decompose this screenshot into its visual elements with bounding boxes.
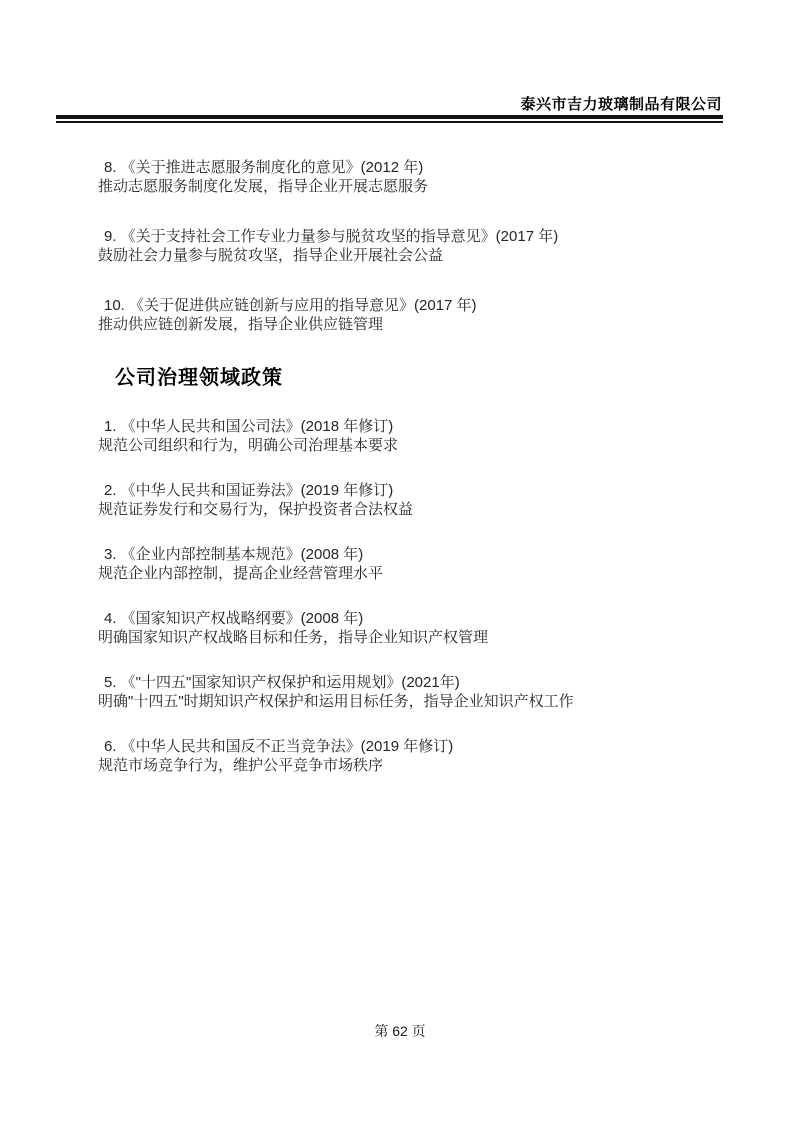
policy-item-title: 4. 《国家知识产权战略纲要》(2008 年) [104, 610, 364, 627]
policy-section-social [98, 158, 720, 334]
policy-item [98, 609, 720, 647]
policy-item-title: 2. 《中华人民共和国证券法》(2019 年修订) [104, 482, 394, 499]
policy-item-title: 10. 《关于促进供应链创新与应用的指导意见》(2017 年) [104, 297, 477, 314]
company-name-header: 泰兴市吉力玻璃制品有限公司 [520, 96, 722, 113]
policy-item-title: 5. 《"十四五"国家知识产权保护和运用规划》(2021年) [104, 674, 460, 691]
policy-item [98, 737, 720, 775]
section-heading-corporate-governance: 公司治理领域政策 [115, 367, 283, 389]
policy-item-description: 推动供应链创新发展，指导企业供应链管理 [98, 316, 384, 333]
policy-item-title: 3. 《企业内部控制基本规范》(2008 年) [104, 546, 364, 563]
policy-item [98, 673, 720, 711]
policy-item [98, 227, 720, 265]
policy-item [98, 296, 720, 334]
policy-item-title: 9. 《关于支持社会工作专业力量参与脱贫攻坚的指导意见》(2017 年) [104, 228, 559, 245]
policy-item [98, 545, 720, 583]
header-rule [56, 115, 723, 123]
policy-item [98, 158, 720, 196]
policy-item-description: 规范市场竞争行为，维护公平竞争市场秩序 [98, 757, 384, 774]
policy-item-description: 鼓励社会力量参与脱贫攻坚，指导企业开展社会公益 [98, 247, 444, 264]
policy-item-description: 规范公司组织和行为，明确公司治理基本要求 [98, 437, 399, 454]
policy-section-governance [98, 417, 720, 775]
policy-item-description: 推动志愿服务制度化发展，指导企业开展志愿服务 [98, 178, 429, 195]
policy-item-description: 明确"十四五"时期知识产权保护和运用目标任务，指导企业知识产权工作 [98, 693, 574, 710]
policy-item-title: 1. 《中华人民共和国公司法》(2018 年修订) [104, 418, 394, 435]
policy-item-description: 明确国家知识产权战略目标和任务，指导企业知识产权管理 [98, 629, 489, 646]
policy-item [98, 417, 720, 455]
policy-item-title: 8. 《关于推进志愿服务制度化的意见》(2012 年) [104, 159, 424, 176]
page-number: 第 62 页 [374, 1023, 426, 1039]
policy-item-description: 规范证券发行和交易行为，保护投资者合法权益 [98, 501, 414, 518]
policy-item [98, 481, 720, 519]
policy-item-title: 6. 《中华人民共和国反不正当竞争法》(2019 年修订) [104, 738, 454, 755]
document-body [98, 158, 720, 775]
policy-item-description: 规范企业内部控制，提高企业经营管理水平 [98, 565, 384, 582]
